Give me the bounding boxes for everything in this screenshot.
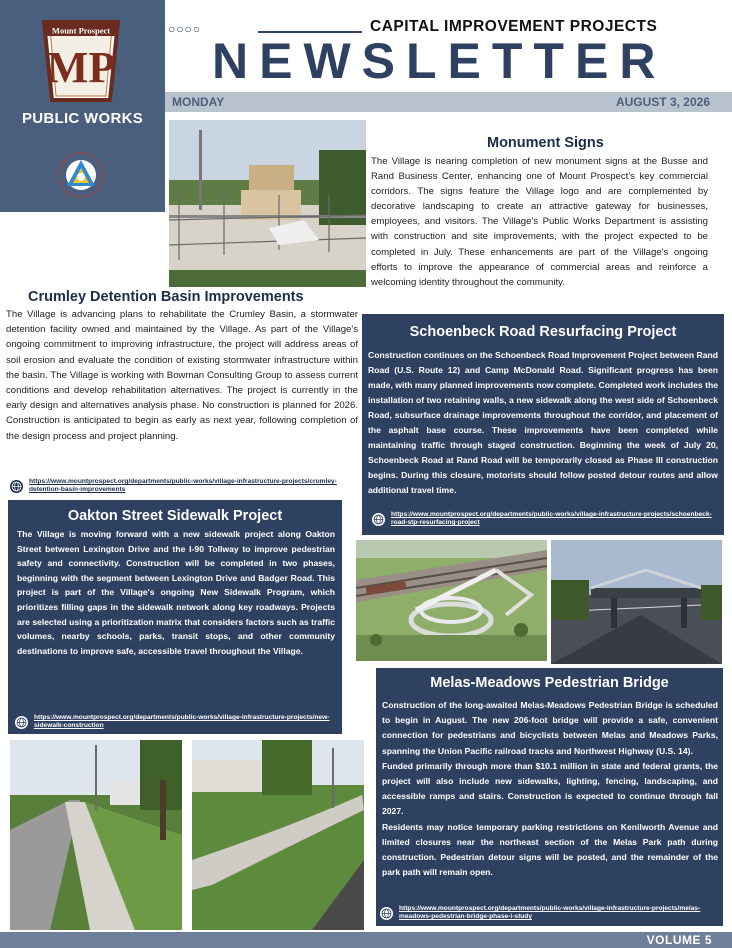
oakton-link[interactable] [15,714,335,730]
schoenbeck-link[interactable] [372,511,712,527]
crumley-body: The Village is advancing plans to rehabilitate the Crumley Basin, a stormwater detention facility owned and maintained by the Village. As part of the Village's ongoing commitment to improving infrastructure, the project will address areas of soil erosion and evaluate the condition of existing stormwater infrastructure within the basin. The Village is working with Bowman Consulting Group to assess current conditions and develop rehabilitation alternatives. The project is currently in the early design and alternatives analysis phase. No construction is planned for 2026. Construction is anticipated to begin as early as next year, following completion of the design process and project planning. [6,309,358,442]
oakton-body: The Village is moving forward with a new sidewalk project along Oakton Street between Lexington Drive and the I-90 Tollway to improve pedestrian safety and connectivity. Construction will be completed in two phases, beginning with the segment between Lexington Drive and Badger Road. This project is part of the Village's ongoing New Sidewalk Program, which prioritizes filling gaps in the sidewalk network along key roadways. Projects are selected using a prioritization matrix that considers factors such as traffic volumes, nearby schools, parks, transit stops, and other community destinations to improve safe, accessible travel throughout the Village. [17,529,335,656]
monument-signs-body: The Village is nearing completion of new monument signs at the Busse and Rand Business Center, enhancing one of Mount Prospect's key commercial corridors. The signs feature the Village logo and are complemented by decorative landscaping to create an attractive gateway for businesses, employees, and visitors. The Village's Public Works Department is assisting with construction and site improvements, with the project expected to be completed in July. These enhancements are part of the Village's ongoing efforts to improve the appearance of commercial areas and reinforce a welcoming identity throughout the community. [371,156,708,288]
volume-label: VOLUME 5 [646,933,712,947]
footer-bar [0,932,732,948]
melas-link[interactable] [380,905,716,921]
globe-icon [10,480,23,493]
schoenbeck-title: Schoenbeck Road Resurfacing Project [409,324,677,340]
schoenbeck-panel [362,314,724,535]
oakton-sidewalk-photo-1 [10,740,182,930]
melas-paragraph: Construction of the long-awaited Melas-Meadows Pedestrian Bridge is scheduled to begin in August. The new 206-foot bridge will provide a safe, convenient connection for pedestrians and bicyclists between Melas and Meadows Parks, spanning the Union Pacific railroad tracks and Northwest Highway (U.S. 14). [382,700,718,756]
melas-title: Melas-Meadows Pedestrian Bridge [430,675,669,691]
melas-paragraph: Funded primarily through more than $10.1 million in state and federal grants, the project will also include new sidewalks, lighting, fencing, landscaping, and accessible ramps and stairs. Construction is expected to continue through fall 2027. [382,760,718,817]
mount-prospect-seal-logo [36,16,126,106]
weekday-label: MONDAY [172,95,225,109]
bridge-rendering-aerial [356,540,547,661]
brand-title: PUBLIC WORKS [21,110,144,127]
melas-body [382,698,718,880]
seal-letters: MP [46,43,116,92]
schoenbeck-link-text[interactable]: https://www.mountprospect.org/departments/public-works/village-infrastructure-projects/schoenbeck-road-stp-resurfacing-project [391,511,712,526]
oakton-title: Oakton Street Sidewalk Project [67,508,283,524]
oakton-panel [8,500,342,734]
masthead-title: NEWSLETTER [212,33,667,89]
crumley-title: Crumley Detention Basin Improvements [28,289,304,305]
monument-signs-photo [169,120,366,287]
date-label: AUGUST 3, 2026 [615,95,710,109]
globe-icon [372,513,385,526]
monument-signs-title: Monument Signs [487,135,604,151]
header-subtitle: CAPITAL IMPROVEMENT PROJECTS [370,18,658,35]
header-dots: ○○○○ [168,22,201,36]
oakton-link-text[interactable]: https://www.mountprospect.org/departments/public-works/village-infrastructure-projects/new-sidewalk-construction [34,714,330,729]
apwa-badge-icon [50,148,112,200]
crumley-link[interactable] [10,478,340,494]
melas-panel [376,668,723,926]
crumley-link-text[interactable]: https://www.mountprospect.org/departments/public-works/village-infrastructure-projects/crumley-detention-basin-improvements [29,478,337,493]
bridge-rendering-evening [551,540,722,664]
globe-icon [15,716,28,729]
melas-paragraph: Residents may notice temporary parking restrictions on Kenilworth Avenue and limited closures near the northeast section of the Melas Park path during construction. Pedestrian detour signs will be posted, and the remainder of the park path will remain open. [382,821,718,878]
schoenbeck-body: Construction continues on the Schoenbeck Road Improvement Project between Rand Road (U.S. Route 12) and Camp McDonald Road. Significant progress has been made, with many planned improvements now complete. Completed work includes the installation of two retaining walls, a new sidewalk along the west side of Schoenbeck Road, subsurface drainage improvements throughout the corridor, and placement of the asphalt base course. These improvements have been completed while maintaining traffic through staged construction. Beginning the week of July 20, Schoenbeck Road at Rand Road will be temporarily closed as Phase III construction begins. During this closure, motorists should follow posted detour routes and allow additional travel time. [368,350,719,495]
melas-link-text[interactable]: https://www.mountprospect.org/departments/public-works/village-infrastructure-projects/melas-meadows-pedestrian-bridge-phase-i-study [399,905,701,920]
seal-text: Mount Prospect [51,25,111,36]
oakton-sidewalk-photo-2 [192,740,364,930]
globe-icon [380,907,393,920]
